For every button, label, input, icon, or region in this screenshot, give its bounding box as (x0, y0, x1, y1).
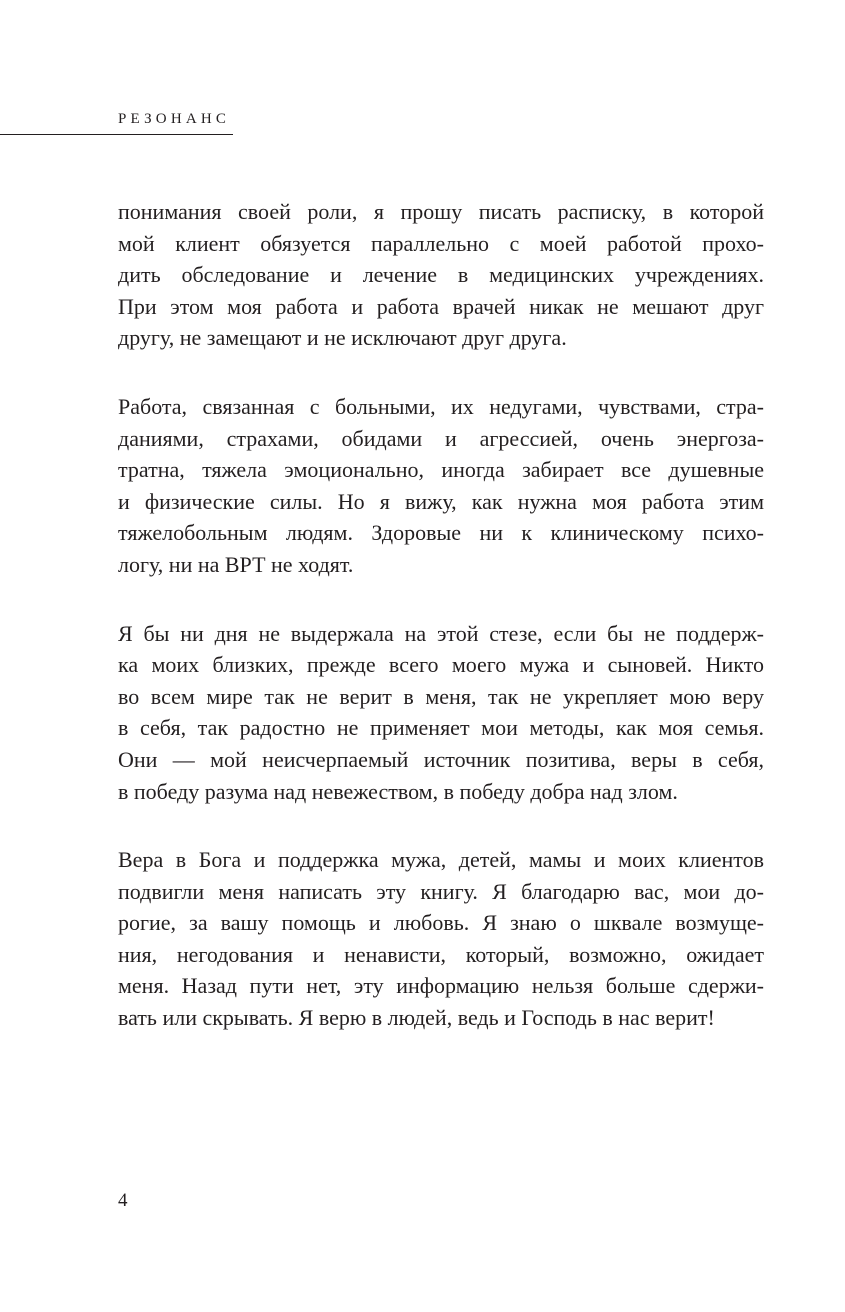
text-line: тяжелобольным людям. Здоровые ни к клиническому психо- (118, 520, 764, 546)
text-line: другу, не замещают и не исключают друг друга. (118, 325, 567, 351)
page-number: 4 (118, 1190, 128, 1211)
text-line: и физические силы. Но я вижу, как нужна моя работа этим (118, 488, 764, 514)
text-line: подвигли меня написать эту книгу. Я благодарю вас, мои до- (118, 878, 764, 904)
text-line: меня. Назад пути нет, эту информацию нельзя больше сдержи- (118, 973, 764, 999)
text-line: Вера в Бога и поддержка мужа, детей, мамы и моих клиентов (118, 847, 764, 873)
text-line: логу, ни на ВРТ не ходят. (118, 551, 354, 577)
body-text (118, 196, 764, 1071)
text-line: понимания своей роли, я прошу писать расписку, в которой (118, 199, 764, 224)
text-line: Они — мой неисчерпаемый источник позитива, веры в себя, (118, 746, 764, 772)
text-line: в себя, так радостно не применяет мои методы, как моя семья. (118, 715, 764, 741)
text-line: ния, негодования и ненависти, который, возможно, ожидает (118, 941, 764, 967)
text-line: вать или скрывать. Я верю в людей, ведь и Господь в нас верит! (118, 1005, 715, 1031)
paragraph (118, 618, 764, 808)
paragraph (118, 391, 764, 581)
text-line: рогие, за вашу помощь и любовь. Я знаю о шквале возмуще- (118, 910, 764, 936)
running-head-title: РЕЗОНАНС (118, 111, 231, 127)
header-rule (0, 134, 233, 135)
text-line: даниями, страхами, обидами и агрессией, очень энергоза- (118, 425, 764, 451)
text-line: дить обследование и лечение в медицинских учреждениях. (118, 262, 764, 288)
text-line: Я бы ни дня не выдержала на этой стезе, если бы не поддерж- (118, 620, 764, 646)
text-line: во всем мире так не верит в меня, так не укрепляет мою веру (118, 683, 764, 709)
text-line: в победу разума над невежеством, в победу добра над злом. (118, 778, 678, 804)
paragraph (118, 196, 764, 354)
text-line: Работа, связанная с больными, их недугами, чувствами, стра- (118, 393, 764, 419)
text-line: ка моих близких, прежде всего моего мужа и сыновей. Никто (118, 652, 764, 678)
text-line: мой клиент обязуется параллельно с моей работой прохо- (118, 230, 764, 256)
text-line: тратна, тяжела эмоционально, иногда забирает все душевные (118, 457, 764, 483)
paragraph (118, 844, 764, 1034)
text-line: При этом моя работа и работа врачей никак не мешают друг (118, 293, 764, 319)
